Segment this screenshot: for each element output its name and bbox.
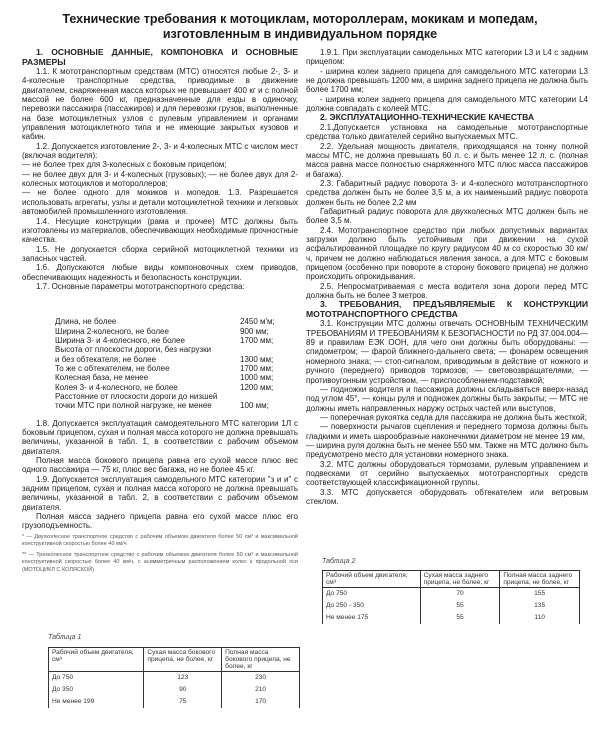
paragraph: Полная масса заднего прицепа равна его сухой массе плюс его грузоподъемность.: [22, 512, 298, 531]
left-column: [22, 48, 298, 574]
paragraph: — поверхности рычагов сцепления и переднего тормоза должны быть гладкими и иметь шарообразные наконечники диаметром не менее 19 мм,: [306, 422, 588, 441]
parameter-value: 2450 м'м;: [240, 317, 275, 327]
paragraph: — ширина руля должна быть не менее 550 мм. Также на МТС должно быть предусмотрено место для установки номерного знака.: [306, 440, 588, 460]
parameter-label: и без обтекателя, не более: [55, 354, 157, 364]
parameter-label: Колесная база, не менее: [55, 373, 149, 383]
parameter-value: 100 мм;: [240, 401, 269, 411]
parameter-row: [55, 383, 280, 392]
section-1-heading: 1. ОСНОВНЫЕ ДАННЫЕ, КОМПОНОВКА И ОСНОВНЫЕ РАЗМЕРЫ: [22, 47, 298, 67]
column-header: Рабочий объем двигателя, см³: [323, 571, 421, 588]
table-cell: 230: [222, 672, 300, 685]
parameter-label: Расстояние от плоскости дороги до низшей: [55, 392, 218, 401]
paragraph: — не более трех для 3-колесных с боковым прицепом;: [22, 160, 227, 170]
column-header: Сухая масса заднего прицепа, не более, кг: [420, 571, 500, 588]
parameter-row: [55, 392, 280, 401]
table-cell: 170: [222, 696, 300, 708]
parameter-label: точки МТС при полной нагрузке, не менее: [55, 401, 212, 411]
table-row: [323, 612, 580, 624]
parameter-value: [240, 392, 280, 401]
table-cell: 55: [420, 612, 500, 624]
parameter-row: [55, 401, 280, 410]
paragraph: — поперечная рукоятка седла для пассажира не должна быть жесткой;: [320, 412, 587, 422]
column-header: Рабочий объем двигателя, см³: [49, 648, 144, 672]
table-cell: 70: [420, 588, 500, 601]
parameter-row: [55, 373, 280, 382]
parameter-value: 900 мм;: [240, 326, 269, 336]
parameter-label: Колея 3- и 4-колесного, не более: [55, 382, 178, 392]
footnote: ** — Трехколесное транспортное средство с рабочим объемом двигателя более 50 см³ и максимальной конструктивной скоростью более 40 км/ч, с асимметричным расположением колес к продольной оси (МОТОЦИКЛ С КОЛЯСКОЙ): [22, 551, 298, 573]
table-row: [323, 588, 580, 601]
parameter-row: [55, 364, 280, 373]
table-cell: 135: [500, 600, 580, 612]
parameter-row: [55, 336, 280, 345]
table-row: [49, 672, 300, 685]
paragraph: 2.1.Допускается установка на самодельные мототранспортные средства только двигателей серийно выпускаемых МТС.: [306, 122, 588, 142]
parameter-label: Высота от плоскости дороги, без нагрузки: [55, 345, 212, 355]
parameter-row: [55, 355, 280, 364]
table-cell: 123: [144, 672, 222, 685]
parameter-value: 1700 мм;: [240, 363, 274, 373]
table-cell: 55: [420, 600, 500, 612]
column-header: Полная масса заднего прицепа, не более, кг: [500, 571, 580, 588]
paragraph: Полная масса бокового прицепа равна его сухой массе плюс вес одного пассажира — 75 кг, плюс вес багажа, но не более 45 кг.: [22, 456, 298, 475]
column-header: Полная масса бокового прицепа, не более, кг: [222, 648, 300, 672]
paragraph: 2.4. Мототранспортное средство при любых допустимых вариантах загрузки должно быть устойчивым при движении на сухой асфальтированной площадке по кругу радиусом 40 м со скоростью 30 км/ч, причем не должно наблюдаться явления заноса, а для МТС с боковым прицепом (особенно при повороте в сторону бокового прицепа) не должно происходить опрокидывания.: [306, 225, 588, 282]
table-cell: 210: [222, 684, 300, 696]
section-2-heading: 2. ЭКСПЛУАТАЦИОННО-ТЕХНИЧЕСКИЕ КАЧЕСТВА: [320, 112, 535, 123]
footnote: * — Двухколесное транспортное средство с рабочим объемом двигателя более 50 см³ и максимальной конструктивной скоростью более 40 км/ч: [22, 533, 298, 548]
paragraph: 1.7. Основные параметры мототранспортного средства:: [36, 281, 245, 291]
parameter-label: То же с обтекателем, не более: [55, 363, 170, 373]
parameter-label: Длина, не более: [55, 317, 117, 327]
parameter-value: 1200 мм;: [240, 382, 274, 392]
paragraph: — не более одного для мокиков и мопедов. 1.3. Разрешается использовать агрегаты, узлы и детали мотоциклетной техники и легковых автомобилей промышленного изготовления.: [22, 188, 298, 217]
table-cell: До 750: [323, 588, 421, 601]
paragraph: 3.3. МТС допускается оборудовать обтекателем или ветровым стеклом.: [306, 487, 588, 506]
table-cell: Не менее 199: [49, 696, 144, 708]
document-title: Технические требования к мотоциклам, мотороллерам, мокикам и мопедам, изготовленным в индивидуальном порядке: [62, 12, 538, 41]
parameter-value: 1700 мм;: [240, 335, 274, 345]
column-header: Сухая масса бокового прицепа, не более, кг: [144, 648, 222, 672]
table-cell: 155: [500, 588, 580, 601]
table-2: [322, 570, 580, 624]
table-cell: До 350: [49, 684, 144, 696]
parameter-value: 1000 мм;: [240, 373, 274, 383]
section-3-heading: 3. ТРЕБОВАНИЯ, ПРЕДЪЯВЛЯЕМЫЕ К КОНСТРУКЦИИ МОТОТРАНСПОРТНОГО СРЕДСТВА: [306, 299, 588, 319]
right-column: [306, 48, 588, 506]
parameter-row: [55, 345, 280, 354]
paragraph: 3.2. МТС должны оборудоваться тормозами, рулевым управлением и подвесками от серийно выпускаемых мототранспортных средств соответствующей классификационной группы.: [306, 459, 588, 488]
parameter-value: 1300 мм;: [240, 354, 274, 364]
table-cell: 90: [144, 684, 222, 696]
table-header-row: [323, 571, 580, 588]
paragraph: Габаритный радиус поворота для двухколесных МТС должен быть не более 3,5 м.: [306, 207, 588, 226]
table-header-row: [49, 648, 300, 672]
parameter-value: [240, 345, 280, 354]
parameter-label: Ширина 3- и 4-колесного, не более: [55, 335, 185, 345]
paragraph: 2.5. Непросматриваемая с места водителя зона дороги перед МТС должна быть не более 3 метров.: [306, 281, 588, 301]
paragraph: 1.5. Не допускается сборка серийной мотоциклетной техники из запасных частей.: [22, 244, 298, 263]
paragraph: 2.2. Удельная мощность двигателя, приходящаяся на тонну полной массы МТС, не должна превышать 60 л. с. и быть менее 12 л. с. (полная масса равна массе полностью снаряженного МТС плюс масса пассажиров и багажа).: [306, 141, 588, 179]
paragraph: 1.8. Допускается эксплуатация самодеятельного МТС категории 1Л с боковым прицепом, сухая и полная масса которого не должна превышать величины, указанной в табл. 1, в соответствии с рабочим объемом двигателя.: [22, 418, 298, 456]
table-cell: 110: [500, 612, 580, 624]
parameter-row: [55, 317, 280, 326]
paragraph: 3.1. Конструкции МТС должны отвечать ОСНОВНЫМ ТЕХНИЧЕСКИМ ТРЕБОВАНИЯМ И ТРЕБОВАНИЯМ К БЕЗОПАСНОСТИ по РД 37.004.004—89 и правилам ЕЭК ООН, для чего они должны быть оборудованы: — спидометром; — фарой ближнего-дальнего света; — фонарем освещения номерного знака; — стоп-сигналом, приводимым в действие от ножного и ручного (переднего) приводов тормозов; — световозвращателями, — противоугонным устройством, — приспособлением-подставкой;: [306, 319, 588, 385]
paragraph: 1.2. Допускается изготовление 2-, 3- и 4-колесных МТС с числом мест (включая водителя):: [22, 141, 298, 161]
paragraph: 1.9.1. При эксплуатации самодельных МТС категории L3 и L4 с задним прицепом:: [306, 48, 588, 67]
paragraph: 1.4. Несущие конструкции (рама и прочее) МТС должны быть изготовлены из материалов, обеспечивающих необходимые прочностные качества.: [22, 216, 298, 245]
table-row: [49, 684, 300, 696]
parameters-list: [55, 317, 280, 410]
paragraph: — не более двух для 3- и 4-колесных (грузовых); — не более двух для 2-колесных мотоциклов и мотороллеров;: [22, 169, 298, 189]
table-cell: До 250 - 350: [323, 600, 421, 612]
table-cell: Не менее 175: [323, 612, 421, 624]
table-1: [48, 647, 300, 708]
paragraph: — подножки водителя и пассажира должны складываться вверх-назад под углом 45°, — концы руля и подножек должны быть закрыты; — МТС не должны иметь направленных наружу острых частей или выступов,: [306, 384, 588, 413]
paragraph: - ширина колеи заднего прицепа для самодельного МТС категории L3 не должна превышать 1200 мм, а ширина заднего прицепа не должна быть более 1700 мм;: [306, 66, 588, 95]
table-row: [49, 696, 300, 708]
table-1-caption: Таблица 1: [48, 634, 82, 641]
paragraph: 1.9. Допускается эксплуатация самодельного МТС категории "з и и" с задним прицепом, сухая и полная масса которого не должна превышать величины, указанной в табл. 2, в соответствии с рабочим объемом двигателя.: [22, 474, 298, 512]
table-row: [323, 600, 580, 612]
table-cell: До 750: [49, 672, 144, 685]
parameter-label: Ширина 2-колесного, не более: [55, 326, 169, 336]
paragraph: 2.3. Габаритный радиус поворота 3- и 4-колесного мототранспортного средства должен быть не более 3,5 м, а их наименьший радиус поворота должен быть не более 2,2 мм: [306, 178, 588, 207]
paragraph: 1.1. К мототранспортным средствам (МТС) относятся любые 2-, 3- и 4-колесные транспортные средства, приводимые в движение двигателем, снаряженная масса которых не превышает 400 кг и с полной массой не более 600 кг, предназначенные для езды в одиночку, перевозки пассажира (пассажиров) и для перевозки грузов, выполненные на базе мотоциклетных узлов с рулевым управлением и органами управления мотоциклетного типа и не имеющие закрытых кузовов и кабин.: [22, 67, 298, 142]
table-2-caption: Таблица 2: [322, 558, 356, 565]
parameter-row: [55, 327, 280, 336]
table-cell: 75: [144, 696, 222, 708]
paragraph: 1.6. Допускаются любые виды компоновочных схем приводов, обеспечивающих надежность и безопасность конструкции.: [22, 263, 298, 282]
paragraph: - ширина колеи заднего прицепа для самодельного МТС категории L4 должна совпадать с колеей МТС.: [306, 94, 588, 114]
